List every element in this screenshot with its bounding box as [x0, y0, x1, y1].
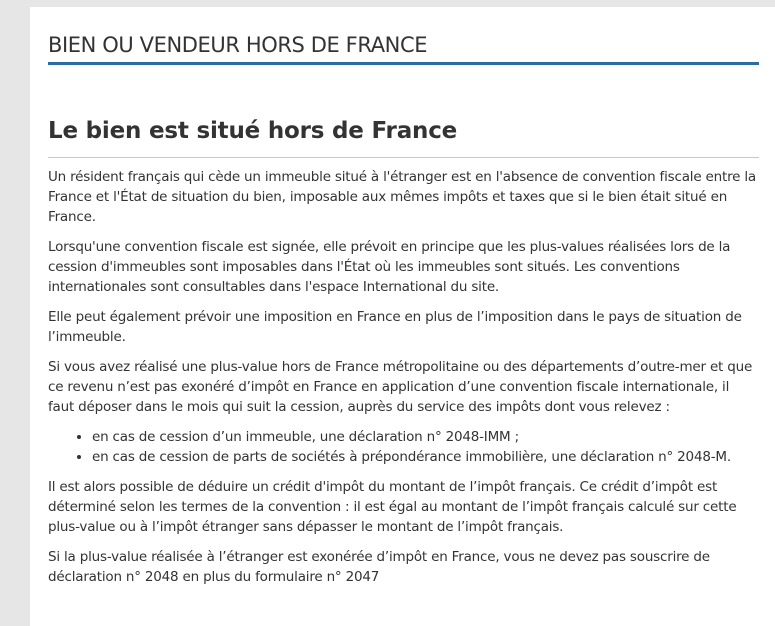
paragraph: Elle peut également prévoir une imposition en France en plus de l’imposition dans le pays de situation de l’immeuble. — [48, 309, 742, 345]
list-item: • en cas de cession de parts de sociétés à prépondérance immobilière, une déclaration n° 2048-M. — [92, 447, 759, 467]
section-title: BIEN OU VENDEUR HORS DE FRANCE — [48, 7, 759, 65]
paragraph: Si vous avez réalisé une plus-value hors de France métropolitaine ou des départements d’outre-mer et que ce revenu n’est pas exonéré d’impôt en France en application d’une convention fiscale internationale, il faut déposer dans le mois qui suit la cession, auprès du service des impôts dont vous relevez : — [48, 359, 753, 415]
page-title: Le bien est situé hors de France — [48, 117, 759, 158]
declaration-list — [48, 427, 759, 467]
paragraph: Il est alors possible de déduire un crédit d'impôt du montant de l’impôt français. Ce crédit d’impôt est déterminé selon les termes de la convention : il est égal au montant de l’impôt français calculé sur cette plus-value ou à l’impôt étranger sans dépasser le montant de l’impôt français. — [48, 479, 737, 535]
content-panel — [30, 7, 775, 626]
paragraph: Si la plus-value réalisée à l’étranger est exonérée d’impôt en France, vous ne devez pas souscrire de déclaration n° 2048 en plus du formulaire n° 2047 — [48, 549, 710, 585]
paragraph: Un résident français qui cède un immeuble situé à l'étranger est en l'absence de convention fiscale entre la France et l'État de situation du bien, imposable aux mêmes impôts et taxes que si le bien était situé en France. — [48, 169, 756, 225]
article-body — [48, 158, 759, 587]
paragraph: Lorsqu'une convention fiscale est signée, elle prévoit en principe que les plus-values réalisées lors de la cession d'immeubles sont imposables dans l'État où les immeubles sont situés. Les conventions internationales sont consultables dans l'espace International du site. — [48, 239, 731, 295]
list-item: • en cas de cession d’un immeuble, une déclaration n° 2048-IMM ; — [92, 427, 759, 447]
